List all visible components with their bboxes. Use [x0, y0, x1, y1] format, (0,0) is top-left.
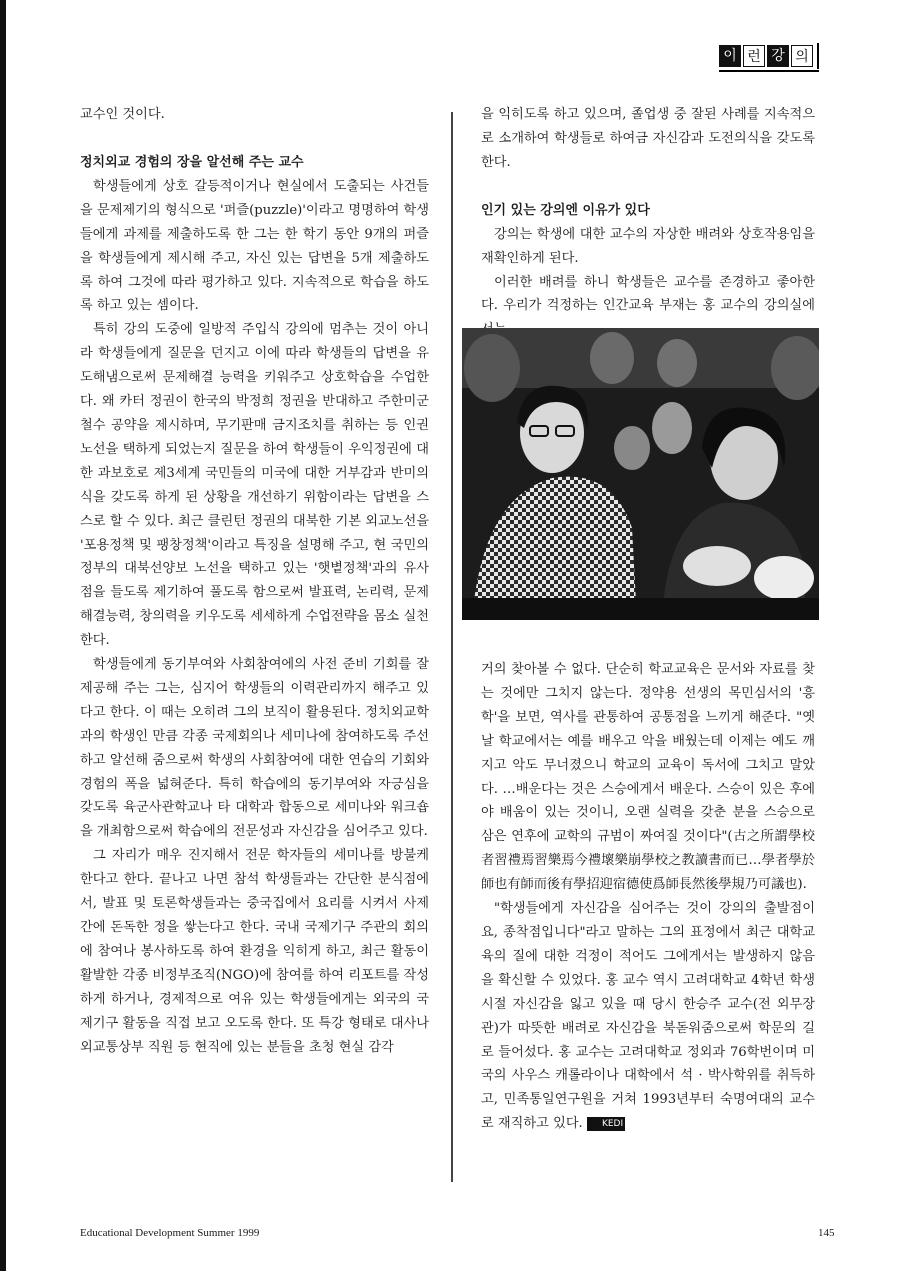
paragraph: 학생들에게 동기부여와 사회참여에의 사전 준비 기회를 잘 제공해 주는 그는, 심지어 학생들의 이력관리까지 해주고 있다고 한다. 이 때는 오히려 그의 보직이 활용된다. 정치외교학과의 학생인 만큼 각종 국제회의나 세미나에 참여하도록 주선하고 알선해 줌으로써 학생의 사회참여에 대한 연습의 기회와 경험의 폭을 넓혀준다. 특히 학습에의 동기부여와 자긍심을 갖도록 육군사관학교나 타 대학과 합동으로 세미나와 워크숍을 개최함으로써 학습에의 전문성과 자신감을 심어주고 있다. [80, 657, 429, 840]
section-heading-2: 인기 있는 강의엔 이유가 있다 [481, 202, 650, 218]
paragraph: 그 자리가 매우 진지해서 전문 학자들의 세미나를 방불케 한다고 한다. 끝나고 나면 참석 학생들과는 간단한 분식점에서, 발표 및 토론학생들과는 중국집에서 요리를 시켜서 사제간에 돈독한 정을 쌓는다고 한다. 국내 국제기구 주관의 회의에 참여나 봉사하도록 하여 환경을 익히게 하고, 최근 활동이 활발한 각종 비정부조직(NGO)에 참여를 하여 리포트를 작성하게 하거나, 경제적으로 여유 있는 학생들에게는 외국의 국제기구 활동을 직접 보고 오도록 한다. 또 특강 형태로 대사나 외교통상부 직원 등 현직에 있는 분들을 초청 현실 감각 [80, 848, 429, 1055]
paragraph: 학생들에게 상호 갈등적이거나 현실에서 도출되는 사건들을 문제제기의 형식으로 '퍼즐(puzzle)'이라고 명명하여 학생들에게 과제를 제출하도록 한 그는 한 학기 동안 9개의 퍼즐을 학생들에게 제시해 주고, 자신 있는 답변을 5개 제출하도록 하여 그것에 따라 평가하고 있다. 지속적으로 학습을 하도록 하고 있는 셈이다. [80, 178, 429, 314]
header-char-4: 의 [791, 45, 813, 67]
section-heading-1: 정치외교 경험의 장을 알선해 주는 교수 [80, 154, 304, 170]
classroom-photo [462, 328, 819, 620]
paragraph: 특히 강의 도중에 일방적 주입식 강의에 멈추는 것이 아니라 학생들에게 질문을 던지고 이에 따라 학생들의 답변을 유도해냄으로써 문제해결 능력을 키워주고 상호학습을 수업한다. 왜 카터 정권이 한국의 박정희 정권을 반대하고 주한미군 철수 공약을 제시하며, 무기판매 금지조치를 취하는 등 인권노선을 택하게 되었는지 질문을 하여 학생들이 우익정권에 대한 과보호로 제3세계 국민들의 미국에 대한 거부감과 반미의식을 갖도록 하게 된 상황을 개선하기 위함이라는 답변을 스스로 할 수 있다. 최근 클린턴 정권의 대북한 기본 외교노선을 '포용정책 및 팽창정책'이라고 특징을 설명해 주고, 현 국민의 정부의 대북선양보 노선을 택하고 있는 '햇볕정책'과의 유사점을 들도록 제기하여 풀도록 함으로써 발표력, 논리력, 문제해결능력, 창의력을 키우도록 세세하게 수업전략을 몸소 실천한다. [80, 322, 429, 649]
header-char-2: 런 [743, 45, 765, 67]
scan-edge [0, 0, 6, 1271]
page-number: 145 [818, 1227, 835, 1239]
classroom-photo-illustration [462, 328, 819, 620]
paragraph: 을 익히도록 하고 있으며, 졸업생 중 잘된 사례를 지속적으로 소개하여 학생들로 하여금 자신감과 도전의식을 갖도록 한다. [481, 107, 815, 170]
paragraph [481, 897, 815, 1136]
header-char-3: 강 [767, 45, 789, 67]
right-column-top [481, 103, 815, 342]
paragraph: 강의는 학생에 대한 교수의 자상한 배려와 상호작용임을 재확인하게 된다. [481, 226, 815, 266]
left-column [80, 103, 429, 1059]
header-rule [817, 43, 819, 69]
opening-line: 교수인 것이다. [80, 107, 165, 122]
column-divider [451, 112, 453, 1182]
right-column-bottom [481, 658, 815, 1136]
footer-publication: Educational Development Summer 1999 [80, 1227, 260, 1239]
section-header-tag [719, 43, 819, 72]
paragraph: 이러한 배려를 하니 학생들은 교수를 존경하고 좋아한다. 우리가 걱정하는 인간교육 부재는 홍 교수의 강의실에 [481, 274, 815, 314]
closing-paragraph-text: "학생들에게 자신감을 심어주는 것이 강의의 출발점이요, 종착점입니다"라고 말하는 그의 표정에서 최근 대학교육의 질에 대한 걱정이 적어도 그에게서는 발생하지 않음을 확신할 수 있었다. 홍 교수 역시 고려대학교 4학년 학생 시절 자신감을 잃고 있을 때 당시 한승주 교수(전 외무장관)가 따뜻한 배려로 자신감을 북돋워줌으로써 학문의 길로 들어섰다. 홍 교수는 고려대학교 정외과 76학번이며 미국의 사우스 캐롤라이나 대학에서 석 · 박사학위를 취득하고, 민족통일연구원을 거쳐 1993년부터 숙명여대의 교수로 재직하고 있다. [481, 901, 815, 1132]
header-char-1: 이 [719, 45, 741, 67]
end-mark: KEDI [587, 1117, 625, 1131]
paragraph: 거의 찾아볼 수 없다. 단순히 학교교육은 문서와 자료를 찾는 것에만 그치지 않는다. 정약용 선생의 목민심서의 '흥학'을 보면, 역사를 관통하여 공통점을 느끼게 해준다. "옛날 학교에서는 예를 배우고 악을 배웠는데 이제는 예도 깨지고 악도 무너졌으니 학교의 교육이 독서에 그치고 말았다. …배운다는 것은 스승에게서 배운다. 스승이 있은 후에야 배움이 있는 것이니, 오랜 실력을 갖춘 분을 스승으로 삼은 연후에 교학의 규범이 짜여질 것이다"(古之所謂學校者習禮焉習樂焉今禮壞樂崩學校之教讀書而已…學者學於師也有師而後有學招迎宿德使爲師長然後學規乃可議也). [481, 662, 815, 893]
